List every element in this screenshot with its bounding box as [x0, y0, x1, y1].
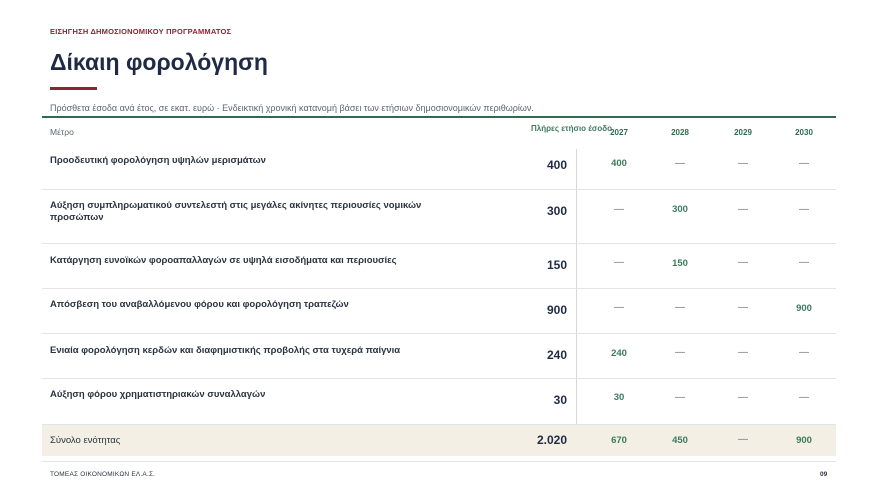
- year-value: —: [738, 347, 748, 358]
- footer-organization: ΤΟΜΕΑΣ ΟΙΚΟΝΟΜΙΚΩΝ ΕΛ.Α.Σ.: [50, 471, 156, 478]
- year-value: —: [799, 347, 809, 358]
- year-value: —: [799, 392, 809, 403]
- table-row: [42, 244, 836, 289]
- year-value: —: [675, 302, 685, 313]
- year-value: —: [738, 158, 748, 169]
- row-full-revenue: 900: [546, 303, 567, 317]
- year-value: —: [675, 347, 685, 358]
- total-year-value: —: [738, 434, 748, 445]
- year-value: —: [614, 302, 624, 313]
- row-label: Αύξηση συμπληρωματικού συντελεστή στις μεγάλες ακίνητες περιουσίες νομικών προσώπων: [50, 200, 422, 223]
- column-divider: [576, 379, 577, 424]
- year-value: —: [738, 204, 748, 215]
- page-subtitle: Πρόσθετα έσοδα ανά έτος, σε εκατ. ευρώ · Ενδεικτική χρονική κατανομή βάσει των ετήσιων δημοσιονομικών περιθωρίων.: [50, 103, 534, 113]
- row-label: Ενιαία φορολόγηση κερδών και διαφημιστικής προβολής στα τυχερά παίγνια: [50, 345, 401, 356]
- column-divider: [576, 289, 577, 333]
- section-kicker: ΕΙΣΗΓΗΣΗ ΔΗΜΟΣΙΟΝΟΜΙΚΟΥ ΠΡΟΓΡΑΜΜΑΤΟΣ: [50, 27, 232, 36]
- column-divider: [576, 149, 577, 189]
- table-total-row: [42, 425, 836, 456]
- table-row: [42, 379, 836, 425]
- total-label: Σύνολο ενότητας: [50, 435, 121, 446]
- total-year-value: 450: [672, 435, 688, 446]
- table-row: [42, 289, 836, 334]
- total-year-value: 900: [796, 435, 812, 446]
- total-full-revenue: 2.020: [536, 433, 567, 447]
- year-value: 900: [796, 303, 812, 314]
- row-full-revenue: 400: [546, 158, 567, 172]
- row-full-revenue: 30: [553, 393, 567, 407]
- column-header-year: 2029: [734, 128, 752, 137]
- page-number: 09: [820, 471, 828, 478]
- year-value: —: [799, 204, 809, 215]
- table-row: [42, 149, 836, 190]
- year-value: 150: [672, 258, 688, 269]
- column-header-metric: Μέτρο: [50, 127, 74, 137]
- row-label: Προοδευτική φορολόγηση υψηλών μερισμάτων: [50, 155, 266, 166]
- page-title: Δίκαιη φορολόγηση: [50, 49, 268, 75]
- row-full-revenue: 240: [546, 348, 567, 362]
- year-value: —: [799, 158, 809, 169]
- row-label: Κατάργηση ευνοϊκών φοροαπαλλαγών σε υψηλά εισοδήματα και περιουσίες: [50, 255, 397, 266]
- column-header-full-revenue: Πλήρες ετήσιο έσοδο: [530, 124, 612, 133]
- column-divider: [576, 334, 577, 378]
- table-row: [42, 190, 836, 244]
- row-label: Απόσβεση του αναβαλλόμενου φόρου και φορολόγηση τραπεζών: [50, 299, 349, 310]
- year-value: 240: [611, 348, 627, 359]
- year-value: —: [614, 204, 624, 215]
- year-value: 400: [611, 158, 627, 169]
- total-year-value: 670: [611, 435, 627, 446]
- year-value: —: [738, 392, 748, 403]
- row-label: Αύξηση φόρου χρηματιστηριακών συναλλαγών: [50, 389, 266, 400]
- year-value: 300: [672, 204, 688, 215]
- table-row: [42, 334, 836, 379]
- table-header: [42, 118, 836, 149]
- year-value: —: [675, 158, 685, 169]
- year-value: —: [738, 257, 748, 268]
- column-divider: [576, 190, 577, 243]
- column-header-year: 2027: [610, 128, 628, 137]
- title-accent-rule: [50, 87, 97, 90]
- row-full-revenue: 150: [546, 258, 567, 272]
- year-value: 30: [613, 392, 625, 403]
- column-header-year: 2028: [671, 128, 689, 137]
- year-value: —: [738, 302, 748, 313]
- column-header-year: 2030: [795, 128, 813, 137]
- year-value: —: [614, 257, 624, 268]
- column-divider: [576, 244, 577, 288]
- year-value: —: [799, 257, 809, 268]
- row-full-revenue: 300: [546, 204, 567, 218]
- table-body: [42, 149, 836, 456]
- year-value: —: [675, 392, 685, 403]
- footer-divider: [42, 461, 836, 462]
